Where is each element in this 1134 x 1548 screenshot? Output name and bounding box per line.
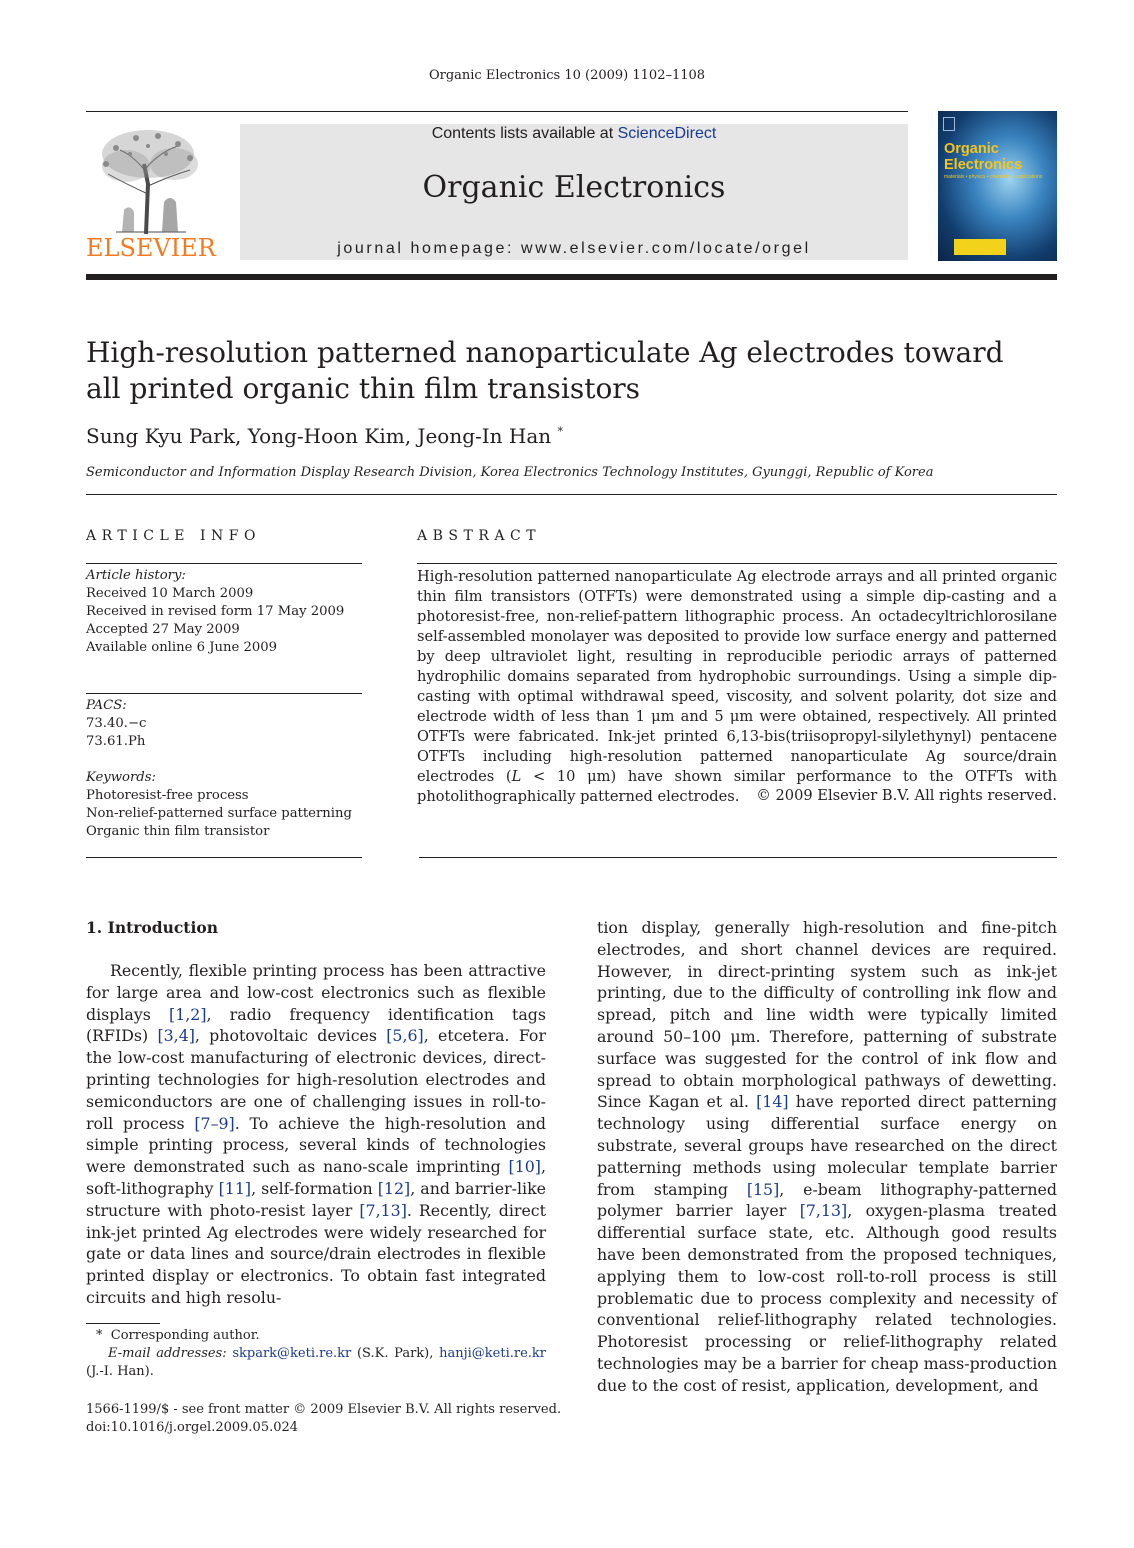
history-accepted: Accepted 27 May 2009: [86, 622, 240, 637]
email-owner: (J.-I. Han).: [86, 1364, 154, 1379]
journal-name: Organic Electronics: [422, 170, 726, 205]
doi-link[interactable]: doi:10.1016/j.orgel.2009.05.024: [86, 1420, 299, 1435]
journal-reference: Organic Electronics 10 (2009) 1102–1108: [428, 68, 706, 83]
header-rule: [86, 111, 908, 112]
citation-link[interactable]: [11]: [218, 1178, 252, 1198]
intro-text: , oxygen-plasma treated differential surface state, etc. Although good results have been demonstrated from the proposed techniques, applying them to low-cost roll-to-roll process is still problematic due to process complexity and necessity of conventional relief-lithography related technologies. Photoresist processing or relief-lithography related technologies may be a barrier for cheap mass-production due to the cost of resist, application, development, and: [597, 1201, 1057, 1395]
intro-text: , photovoltaic devices: [194, 1026, 387, 1046]
citation-link[interactable]: [14]: [756, 1092, 789, 1112]
history-label: Article history:: [86, 568, 186, 583]
email-label: E-mail addresses:: [108, 1346, 227, 1361]
keyword: Non-relief-patterned surface patterning: [86, 806, 352, 821]
footnote: [86, 1327, 546, 1381]
affiliation: Semiconductor and Information Display Research Division, Korea Electronics Technology Institutes, Gyunggi, Republic of Korea: [86, 465, 934, 480]
footnote-mark: *: [96, 1328, 103, 1343]
corresponding-text: Corresponding author.: [110, 1328, 260, 1343]
citation-link[interactable]: [7,13]: [799, 1201, 848, 1221]
cover-publisher-icon: [943, 117, 955, 131]
introduction-heading: 1. Introduction: [86, 918, 218, 937]
keywords-label: Keywords:: [86, 770, 156, 785]
article-info-rule: [86, 563, 362, 564]
abstract-text: [417, 567, 1057, 807]
email-owner: (S.K. Park),: [351, 1346, 440, 1361]
email-link-han[interactable]: hanji@keti.re.kr: [439, 1346, 547, 1361]
abstract-part2: < 10 μm) have shown similar performance to the OTFTs with photolithographically patterned electrodes.: [417, 768, 1057, 805]
affiliation-rule: [86, 494, 1057, 495]
pacs-code: 73.40.−c: [86, 716, 147, 731]
contents-line: [240, 125, 908, 143]
intro-text: , self-formation: [251, 1178, 378, 1198]
email-note: [86, 1345, 546, 1381]
journal-homepage-link[interactable]: journal homepage: www.elsevier.com/locate/orgel: [337, 240, 811, 257]
intro-text: . To achieve the high-resolution and simple printing process, several kinds of technologies were demonstrated such as nano-scale imprinting: [86, 1113, 546, 1177]
article-history: [86, 567, 362, 657]
citation-link[interactable]: [7,13]: [359, 1200, 407, 1220]
corresponding-author-mark[interactable]: *: [557, 425, 564, 438]
citation-link[interactable]: [5,6]: [386, 1026, 424, 1046]
history-online: Available online 6 June 2009: [86, 640, 278, 655]
abstract-copyright: © 2009 Elsevier B.V. All rights reserved.: [756, 787, 1057, 804]
citation-link[interactable]: [3,4]: [157, 1026, 195, 1046]
cover-title: [944, 141, 1022, 173]
author-list: [86, 424, 563, 448]
keyword: Photoresist-free process: [86, 788, 249, 803]
issn-line: 1566-1199/$ - see front matter © 2009 Elsevier B.V. All rights reserved.: [86, 1402, 562, 1417]
masthead-thick-rule: [86, 274, 1057, 280]
keyword: Organic thin film transistor: [86, 824, 270, 839]
intro-text: , e-beam lithography-patterned polymer barrier layer: [597, 1179, 1057, 1221]
cover-title-line2: Electronics: [944, 157, 1023, 173]
intro-text: , soft-lithography: [86, 1157, 546, 1198]
journal-cover-image[interactable]: [938, 111, 1057, 261]
pacs-block: [86, 697, 362, 751]
abstract-part1: High-resolution patterned nanoparticulate Ag electrode arrays and all printed organic thin film transistors (OTFTs) were demonstrated using a simple dip-casting and a photoresist-free, non-relief-pattern lithographic process. An octadecyltrichlorosilane self-assembled monolayer was deposited to provide low surface energy and patterned by deep ultraviolet light, resulting in reproducible periodic arrays of patterned hydrophilic domains separated from hydrophobic surroundings. Using a simple dip-casting with optimal withdrawal speed, viscosity, and solvent polarity, dot size and electrode width of less than 1 μm and 5 μm were obtained, respectively. All printed OTFTs were fabricated. Ink-jet printed 6,13-bis(triisopropyl-silylethynyl) pentacene OTFTs including high-resolution patterned nanoparticulate Ag source/drain electrodes (: [417, 568, 1057, 785]
intro-text: , and barrier-like structure with photo-resist layer: [86, 1178, 546, 1220]
intro-text: , etcetera. For the low-cost manufacturing of electronic devices, direct-printing technologies for high-resolution electrodes and semiconductors are one of challenging issues in roll-to-roll process: [86, 1026, 546, 1133]
corresponding-note: [86, 1327, 546, 1345]
article-info-bottom-rule: [86, 857, 362, 858]
abstract-heading: ABSTRACT: [417, 528, 542, 544]
article-title: High-resolution patterned nanoparticulate Ag electrodes toward all printed organic thin film transistors: [86, 336, 1004, 405]
sciencedirect-link[interactable]: ScienceDirect: [617, 125, 717, 142]
pacs-code: 73.61.Ph: [86, 734, 146, 749]
pacs-label: PACS:: [86, 698, 127, 713]
abstract-bottom-rule: [419, 857, 1057, 858]
email-link-park[interactable]: skpark@keti.re.kr: [232, 1346, 352, 1361]
citation-link[interactable]: [1,2]: [169, 1004, 207, 1024]
abstract-channel-length-symbol: L: [511, 768, 522, 785]
intro-text: tion display, generally high-resolution and fine-pitch electrodes, and short channel devices are required. However, in direct-printing system such as ink-jet printing, due to the difficulty of controlling ink flow and spread, pitch and line width were typically limited around 50–100 μm. Therefore, patterning of substrate surface was suggested for the control of ink flow and spread to obtain morphological pathways of dewetting. Since Kagan et al.: [597, 918, 1057, 1112]
intro-text: . Recently, direct ink-jet printed Ag electrodes were widely researched for gate or data lines and source/drain electrodes in flexible printed display or electronics. To obtain fast integrated circuits and high resolu-: [86, 1200, 547, 1307]
history-revised: Received in revised form 17 May 2009: [86, 604, 345, 619]
citation-link[interactable]: [15]: [746, 1179, 780, 1199]
intro-text: have reported direct patterning technology using differential surface energy on substrate, several groups have researched on the direct patterning methods using molecular template barrier from stamping: [597, 1092, 1057, 1199]
article-info-heading: ARTICLE INFO: [86, 528, 261, 544]
pacs-rule: [86, 693, 362, 694]
abstract-rule: [417, 563, 1057, 564]
citation-link[interactable]: [7–9]: [194, 1113, 235, 1133]
intro-text: Recently, flexible printing process has been attractive for large area and low-cost electronics such as flexible displays: [86, 961, 546, 1024]
cover-subtitle: materials • physics • chemistry • applications: [944, 174, 1043, 180]
introduction-left-column: [86, 960, 546, 1309]
footnote-rule: [86, 1323, 160, 1324]
keywords-block: [86, 769, 362, 841]
citation-link[interactable]: [10]: [508, 1157, 541, 1177]
journal-masthead: [240, 124, 908, 260]
cover-yellow-bar: [954, 239, 1006, 255]
elsevier-wordmark: ELSEVIER: [86, 234, 216, 262]
elsevier-tree-icon: [86, 124, 212, 236]
intro-text: , radio frequency identification tags (RFIDs): [86, 1004, 546, 1046]
contents-prefix: Contents lists available at: [431, 125, 618, 142]
authors-text: Sung Kyu Park, Yong-Hoon Kim, Jeong-In Han: [86, 424, 552, 448]
history-received: Received 10 March 2009: [86, 586, 254, 601]
elsevier-logo[interactable]: [86, 124, 216, 262]
front-matter: [86, 1401, 561, 1437]
introduction-right-column: [597, 917, 1057, 1397]
citation-link[interactable]: [12]: [377, 1178, 411, 1198]
cover-title-line1: Organic: [944, 141, 999, 157]
